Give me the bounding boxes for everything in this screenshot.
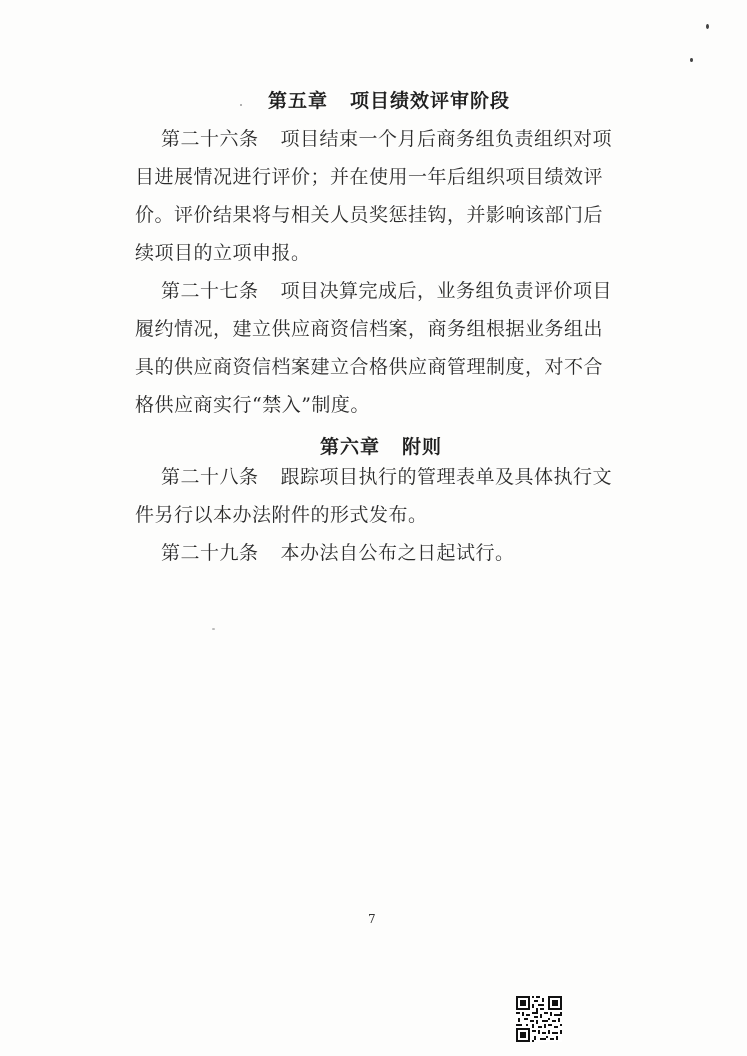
article-27-text: 项目决算完成后，业务组负责评价项目履约情况，建立供应商资信档案，商务组根据业务组出具的供应商资信档案建立合格供应商管理制度，对不合格供应商实行“禁入”制度。 — [135, 280, 613, 416]
scan-speck — [706, 24, 709, 29]
article-26 — [135, 120, 615, 272]
scan-speck — [240, 104, 242, 106]
article-28-label: 第二十八条 — [161, 466, 259, 488]
page-number: 7 — [368, 912, 376, 926]
article-28 — [135, 458, 615, 534]
article-27-label: 第二十七条 — [161, 280, 259, 302]
qr-code-icon — [516, 996, 562, 1042]
chapter-6-title: 附则 — [402, 436, 443, 458]
article-26-text: 项目结束一个月后商务组负责组织对项目进展情况进行评价；并在使用一年后组织项目绩效评价。评价结果将与相关人员奖惩挂钩，并影响该部门后续项目的立项申报。 — [135, 128, 613, 264]
article-26-label: 第二十六条 — [161, 128, 259, 150]
chapter-6-number: 第六章 — [320, 436, 381, 458]
article-29-label: 第二十九条 — [161, 542, 259, 564]
article-27 — [135, 272, 615, 424]
chapter-5-heading — [268, 86, 510, 113]
scan-speck — [212, 628, 215, 630]
article-29-text: 本办法自公布之日起试行。 — [280, 542, 515, 564]
chapter-5-title: 项目绩效评审阶段 — [350, 90, 511, 112]
article-28-text: 跟踪项目执行的管理表单及具体执行文件另行以本办法附件的形式发布。 — [135, 466, 613, 526]
chapter-6-heading — [320, 432, 442, 459]
chapter-5-number: 第五章 — [268, 90, 329, 112]
article-29 — [135, 534, 615, 572]
scan-speck — [690, 58, 693, 62]
